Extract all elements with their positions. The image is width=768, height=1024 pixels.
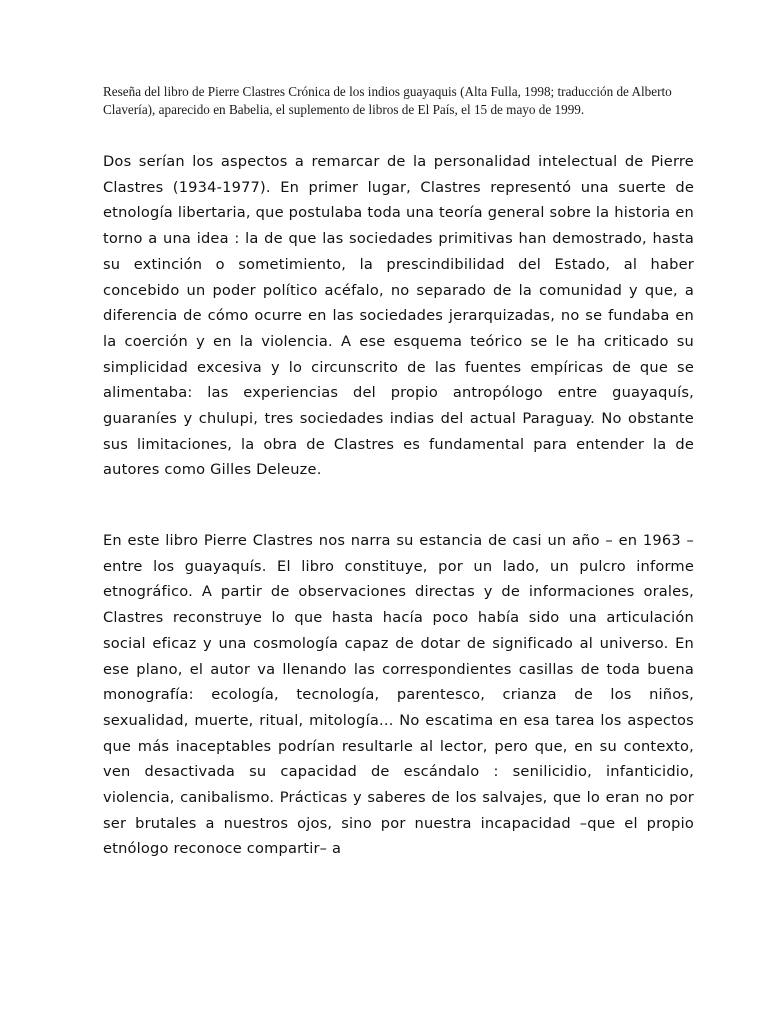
- review-source-note: Reseña del libro de Pierre Clastres Crónica de los indios guayaquis (Alta Fulla, 1998; traducción de Alberto Clavería), aparecido en Babelia, el suplemento de libros de El País, el 15 de mayo de 1999.: [103, 84, 672, 117]
- paragraph-1: Dos serían los aspectos a remarcar de la personalidad intelectual de Pierre Clastres (1934-1977). En primer lugar, Clastres representó una suerte de etnología libertaria, que postulaba toda una teoría general sobre la historia en torno a una idea : la de que las sociedades primitivas han demostrado, hasta su extinción o sometimiento, la prescindibilidad del Estado, al haber concebido un poder político acéfalo, no separado de la comunidad y que, a diferencia de cómo ocurre en las sociedades jerarquizadas, no se fundaba en la coerción y en la violencia. A ese esquema teórico se le ha criticado su simplicidad excesiva y lo circunscrito de las fuentes empíricas de que se alimentaba: las experiencias del propio antropólogo entre guayaquís, guaraníes y chulupi, tres sociedades indias del actual Paraguay. No obstante sus limitaciones, la obra de Clastres es fundamental para entender la de autores como Gilles Deleuze.: [103, 153, 694, 479]
- paragraph-2: En este libro Pierre Clastres nos narra su estancia de casi un año – en 1963 – entre los guayaquís. El libro constituye, por un lado, un pulcro informe etnográfico. A partir de observaciones directas y de informaciones orales, Clastres reconstruye lo que hasta hacía poco había sido una articulación social eficaz y una cosmología capaz de dotar de significado al universo. En ese plano, el autor va llenando las correspondientes casillas de toda buena monografía: ecología, tecnología, parentesco, crianza de los niños, sexualidad, muerte, ritual, mitología... No escatima en esa tarea los aspectos que más inaceptables podrían resultarle al lector, pero que, en su contexto, ven desactivada su capacidad de escándalo : senilicidio, infanticidio, violencia, canibalismo. Prácticas y saberes de los salvajes, que lo eran no por ser brutales a nuestros ojos, sino por nuestra incapacidad –que el propio etnólogo reconoce compartir– a: [103, 532, 694, 858]
